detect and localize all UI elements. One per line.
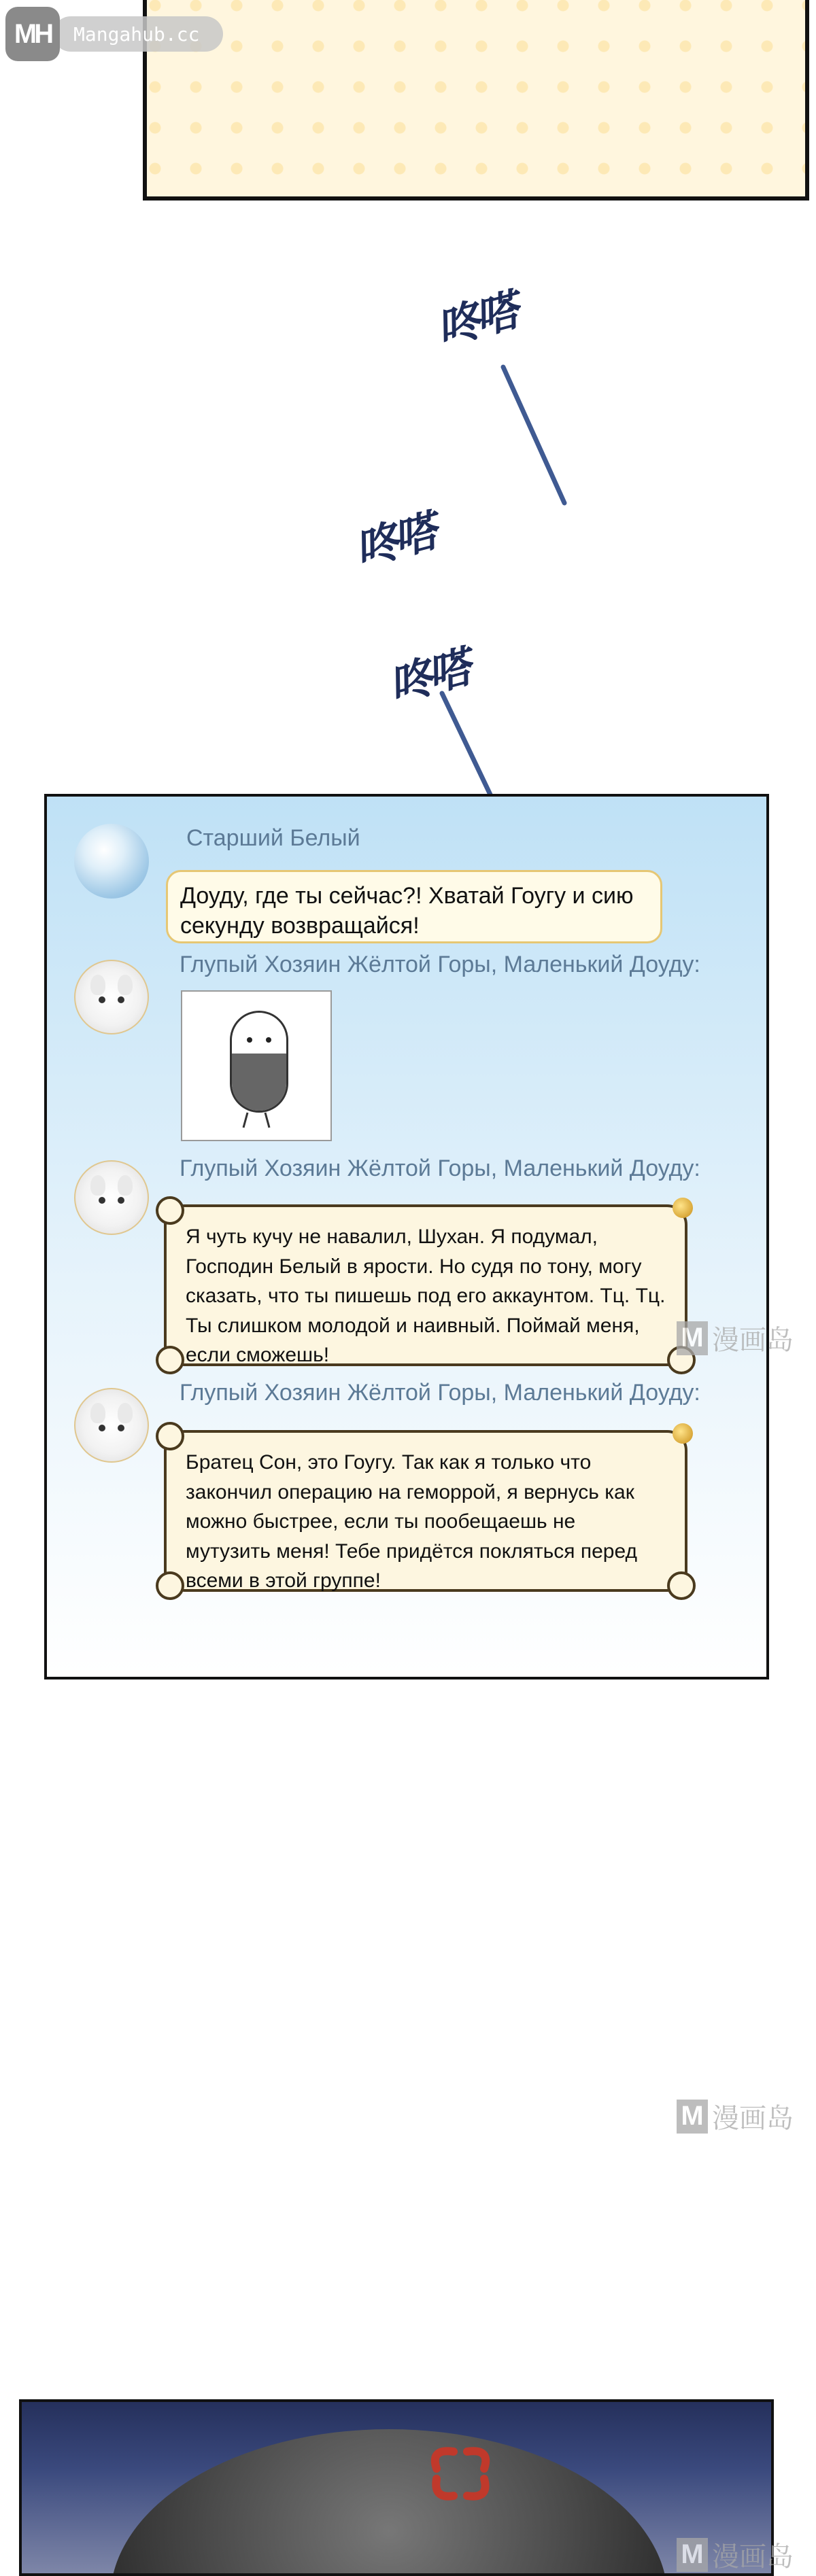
motion-line	[503, 367, 564, 503]
dog-ear	[90, 975, 105, 995]
top-panel-frame	[143, 0, 809, 201]
character-hair	[110, 2429, 668, 2576]
dog-avatar	[74, 1160, 149, 1235]
message-text: Братец Сон, это Гоугу. Так как я только что закончил операцию на геморрой, я вернусь как можно быстрее, если ты пообещаешь не мутузить меня! Тебе придётся покляться перед всеми в этой группе!	[186, 1451, 637, 1592]
pill-character-sticker	[181, 990, 332, 1141]
sender-name: Глупый Хозяин Жёлтой Горы, Маленький Доуду:	[180, 1155, 700, 1181]
sky-avatar	[74, 824, 149, 899]
message-bubble: Доуду, где ты сейчас?! Хватай Гоугу и сию секунду возвращайся!	[166, 870, 662, 943]
bone-message-bubble	[164, 1204, 687, 1366]
dog-avatar	[74, 960, 149, 1034]
dog-avatar	[74, 1388, 149, 1463]
watermark: M 漫画岛	[677, 2535, 794, 2574]
sender-name: Глупый Хозяин Жёлтой Горы, Маленький Доуду:	[180, 952, 700, 977]
watermark-text: 漫画岛	[712, 1325, 794, 1356]
watermark	[677, 1319, 794, 1357]
message-text: Я чуть кучу не навалил, Шухан. Я подумал, Господин Белый в ярости. Но судя по тону, могу сказать, что ты пишешь под его аккаунтом. Тц. Тц. Ты слишком молодой и наивный. Поймай меня, если сможешь!	[186, 1225, 666, 1366]
site-logo[interactable]	[5, 7, 223, 61]
sfx-text: 咚嗒	[383, 642, 473, 712]
watermark: M 漫画岛	[677, 2097, 794, 2136]
sender-name: Глупый Хозяин Жёлтой Горы, Маленький Доуду:	[180, 1380, 700, 1406]
pill-legs	[182, 992, 330, 1140]
watermark-mark: M	[677, 1321, 708, 1355]
sfx-text: 咚嗒	[430, 285, 521, 355]
group-chat-panel	[44, 794, 769, 1679]
bone-message-bubble	[164, 1430, 687, 1592]
bell-icon	[673, 1423, 693, 1444]
logo-mark: MH	[5, 7, 60, 61]
sfx-text: 咚嗒	[349, 506, 439, 576]
bottom-manga-panel	[19, 2399, 774, 2576]
sender-name: Старший Белый	[186, 825, 360, 851]
dog-eye	[118, 996, 124, 1003]
dog-eye	[99, 996, 105, 1003]
anger-mark-icon	[423, 2435, 498, 2509]
bell-icon	[673, 1198, 693, 1218]
dog-ear	[118, 975, 133, 995]
logo-site-text: Mangahub.cc	[73, 23, 200, 46]
